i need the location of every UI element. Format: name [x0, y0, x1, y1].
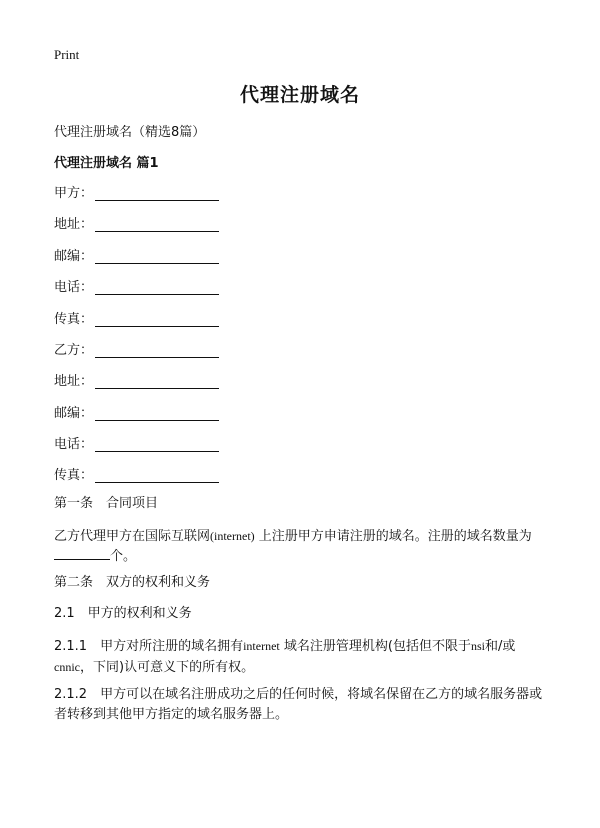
- clause-text-part: cnnic: [54, 660, 80, 674]
- field-label: 地址：: [54, 217, 94, 232]
- field-label: 地址：: [54, 374, 94, 389]
- fill-in-blank[interactable]: [95, 217, 219, 232]
- article-2-heading: 第二条 双方的权利和义务: [54, 575, 211, 590]
- document-subtitle: 代理注册域名（精选8篇）: [54, 125, 206, 140]
- field-phone-b: [54, 433, 219, 452]
- domain-count-blank[interactable]: [54, 547, 110, 560]
- clause-text-part: 2.1.1 甲方对所注册的域名拥有: [54, 639, 244, 654]
- field-postcode-b: [54, 402, 219, 421]
- clause-text-part: 和/或: [484, 639, 516, 654]
- field-label: 邮编：: [54, 249, 94, 264]
- fill-in-blank[interactable]: [95, 468, 219, 483]
- field-address-b: [54, 370, 219, 389]
- article-1-text-part: 上注册甲方申请注册的域名。注册的域名数量为: [254, 529, 532, 544]
- fill-in-blank[interactable]: [95, 374, 219, 389]
- field-address-a: [54, 213, 219, 232]
- field-fax-a: [54, 308, 219, 327]
- fill-in-blank[interactable]: [95, 280, 219, 295]
- article-1-heading: 第一条 合同项目: [54, 496, 159, 511]
- article-1-text-part: 乙方代理甲方在国际互联网: [54, 529, 211, 544]
- article-1-text: [54, 526, 554, 567]
- clause-2-1: 2.1 甲方的权利和义务: [54, 606, 192, 621]
- article-1-text-part: 个。: [110, 549, 137, 564]
- section-title: 代理注册域名 篇1: [54, 156, 159, 171]
- field-postcode-a: [54, 245, 219, 264]
- fill-in-blank[interactable]: [95, 249, 219, 264]
- field-label: 电话：: [54, 280, 94, 295]
- fill-in-blank[interactable]: [95, 406, 219, 421]
- field-label: 邮编：: [54, 406, 94, 421]
- field-label: 传真：: [54, 312, 94, 327]
- field-label: 电话：: [54, 437, 94, 452]
- clause-text-part: nsi: [470, 639, 485, 653]
- field-party-b: [54, 339, 219, 358]
- clause-text-part: internet: [243, 639, 280, 653]
- field-label: 乙方：: [54, 343, 94, 358]
- fill-in-blank[interactable]: [95, 343, 219, 358]
- clause-text-part: 域名注册管理机构(包括但不限于: [279, 639, 471, 654]
- field-fax-b: [54, 464, 219, 483]
- document-title: 代理注册域名: [239, 84, 360, 106]
- fill-in-blank[interactable]: [95, 186, 219, 201]
- clause-2-1-1: [54, 636, 554, 678]
- field-party-a: [54, 182, 219, 201]
- clause-2-1-2: 2.1.2 甲方可以在域名注册成功之后的任何时候，将域名保留在乙方的域名服务器或者转移到其他甲方指定的域名服务器上。: [54, 687, 543, 722]
- fill-in-blank[interactable]: [95, 312, 219, 327]
- field-label: 传真：: [54, 468, 94, 483]
- fill-in-blank[interactable]: [95, 437, 219, 452]
- field-label: 甲方：: [54, 186, 94, 201]
- article-1-text-part: (internet): [210, 529, 255, 543]
- clause-text-part: ，下同)认可意义下的所有权。: [80, 660, 255, 675]
- field-phone-a: [54, 276, 219, 295]
- print-link[interactable]: Print: [54, 47, 80, 62]
